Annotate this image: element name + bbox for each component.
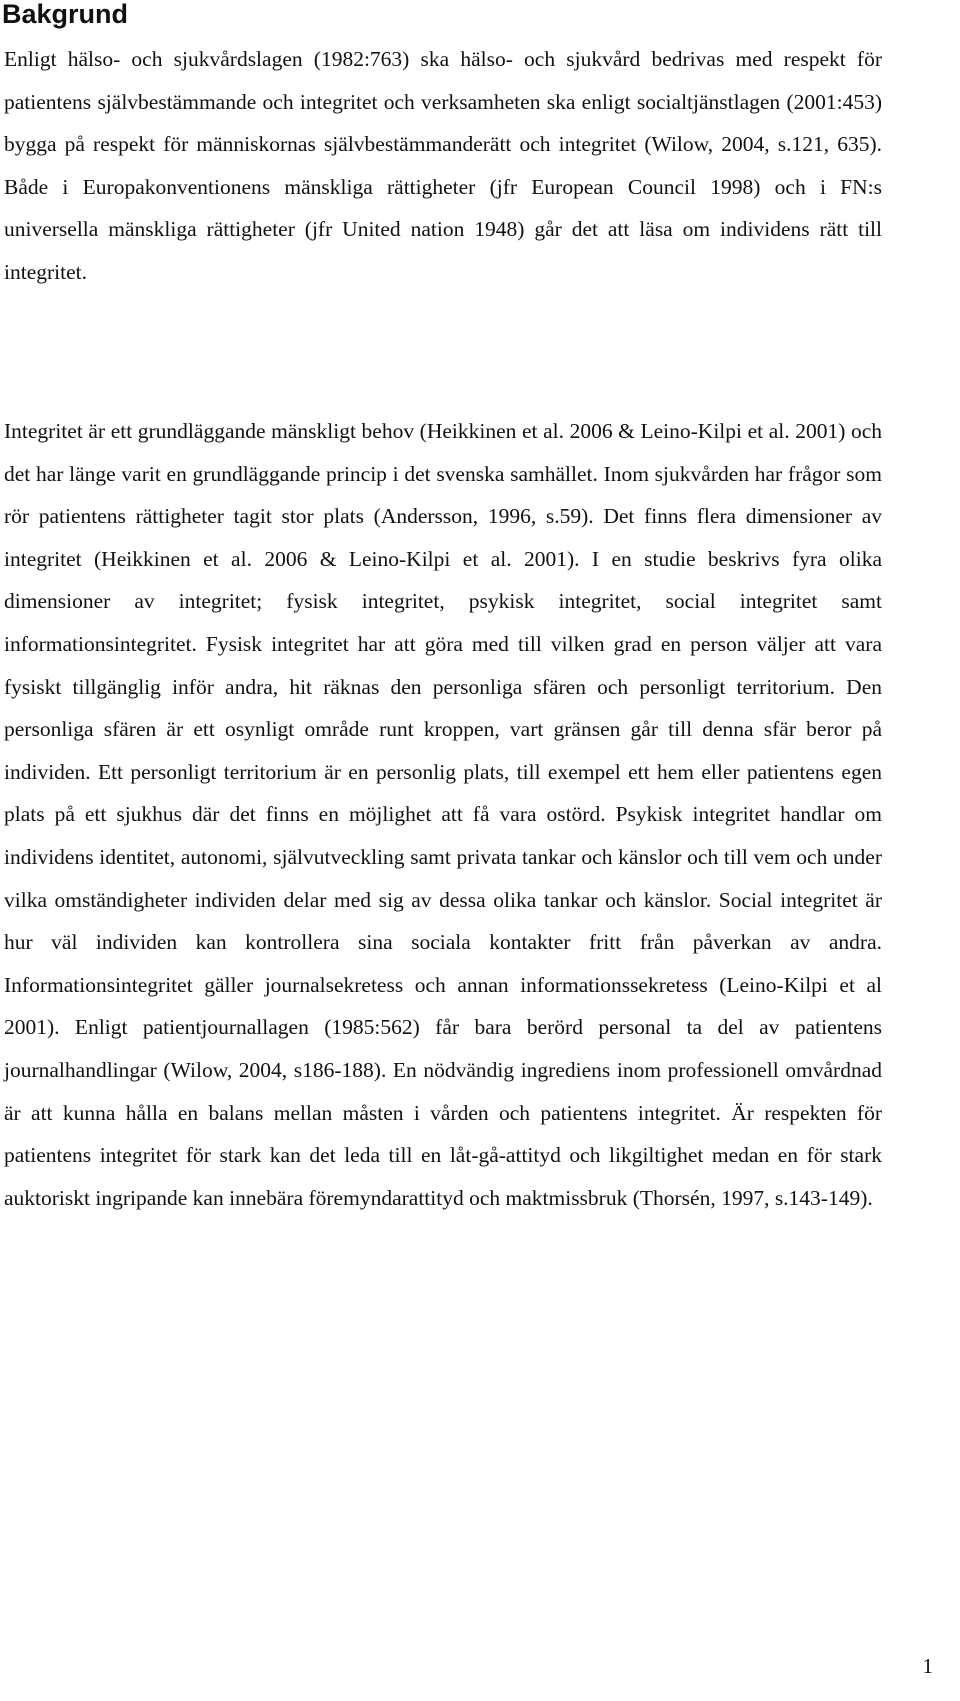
section-heading: Bakgrund: [2, 0, 129, 29]
paragraph-2: Integritet är ett grundläggande mänskligt behov (Heikkinen et al. 2006 & Leino-Kilpi et al. 2001) och det har länge varit en grundläggande princip i det svenska samhället. Inom sjukvården har frågor som rör patientens rättigheter tagit stor plats (Andersson, 1996, s.59). Det finns flera dimensioner av integritet (Heikkinen et al. 2006 & Leino-Kilpi et al. 2001). I en studie beskrivs fyra olika dimensioner av integritet; fysisk integritet, psykisk integritet, social integritet samt informationsintegritet. Fysisk integritet har att göra med till vilken grad en person väljer att vara fysiskt tillgänglig inför andra, hit räknas den personliga sfären och personligt territorium. Den personliga sfären är ett osynligt område runt kroppen, vart gränsen går till denna sfär beror på individen. Ett personligt territorium är en personlig plats, till exempel ett hem eller patientens egen plats på ett sjukhus där det finns en möjlighet att få vara ostörd. Psykisk integritet handlar om individens identitet, autonomi, självutveckling samt privata tankar och känslor och till vem och under vilka omständigheter individen delar med sig av dessa olika tankar och känslor. Social integritet är hur väl individen kan kontrollera sina sociala kontakter fritt från påverkan av andra. Informationsintegritet gäller journalsekretess och annan informationssekretess (Leino-Kilpi et al 2001). Enligt patientjournallagen (1985:562) får bara berörd personal ta del av patientens journalhandlingar (Wilow, 2004, s186-188). En nödvändig ingrediens inom professionell omvårdnad är att kunna hålla en balans mellan måsten i vården och patientens integritet. Är respekten för patientens integritet för stark kan det leda till en låt-gå-attityd och likgiltighet medan en för stark auktoriskt ingripande kan innebära föremyndarattityd och maktmissbruk (Thorsén, 1997, s.143-149).: [4, 419, 882, 1210]
page-number: 1: [922, 1654, 933, 1678]
paragraph-1: Enligt hälso- och sjukvårdslagen (1982:763) ska hälso- och sjukvård bedrivas med respekt för patientens självbestämmande och integritet och verksamheten ska enligt socialtjänstlagen (2001:453) bygga på respekt för människornas självbestämmanderätt och integritet (Wilow, 2004, s.121, 635). Både i Europakonventionens mänskliga rättigheter (jfr European Council 1998) och i FN:s universella mänskliga rättigheter (jfr United nation 1948) går det att läsa om individens rätt till integritet.: [4, 47, 882, 284]
